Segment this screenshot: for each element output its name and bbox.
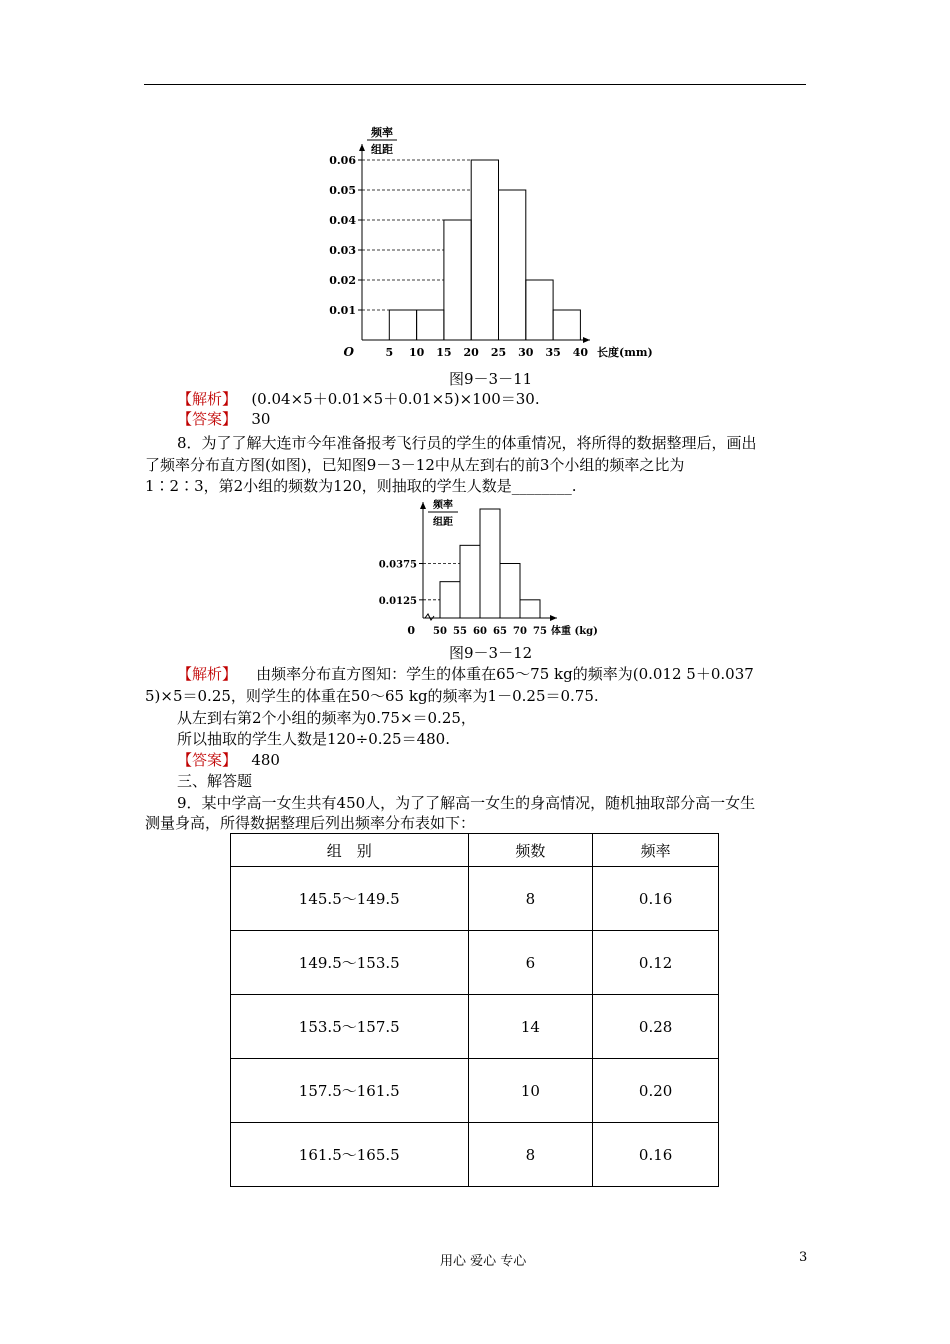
y-axis-label-numerator: 频率 <box>433 500 453 511</box>
footer-slogan: 用心 爱心 专心 <box>440 1254 527 1269</box>
q8-analysis-tag: 【解析】 <box>177 665 238 683</box>
q8-analysis-line2: 5)×5＝0.25，则学生的体重在50～65 kg的频率为1－0.25＝0.75. <box>145 687 599 705</box>
q8-analysis-line3: 从左到右第2个小组的频率为0.75×＝0.25， <box>177 709 476 727</box>
page-number: 3 <box>799 1250 808 1265</box>
q7-answer <box>177 409 270 429</box>
table-cell-frequency: 0.12 <box>593 931 719 995</box>
table-header-frequency: 频率 <box>593 834 719 867</box>
x-tick-label: 35 <box>545 346 561 359</box>
table-header-row <box>231 834 719 867</box>
table-cell-group: 161.5～165.5 <box>231 1123 469 1187</box>
table-cell-count: 14 <box>468 995 593 1059</box>
histogram-bar <box>500 564 520 619</box>
y-axis-arrow <box>359 144 365 151</box>
x-tick-label: 75 <box>533 626 547 637</box>
q8-analysis-line4: 所以抽取的学生人数是120÷0.25＝480. <box>177 730 450 748</box>
q8-text-line1: 8．为了了解大连市今年准备报考飞行员的学生的体重情况，将所得的数据整理后，画出 <box>177 434 757 452</box>
table-cell-count: 8 <box>468 867 593 931</box>
header-rule <box>144 84 806 85</box>
histogram-bar <box>520 600 540 618</box>
table-row <box>231 1123 719 1187</box>
q8-analysis-text-1: 由频率分布直方图知：学生的体重在65～75 kg的频率为(0.012 5＋0.037 <box>256 665 754 683</box>
x-tick-label: 65 <box>493 626 507 637</box>
q8-analysis-line1 <box>177 664 754 684</box>
y-tick-label: 0.0125 <box>378 595 417 607</box>
x-axis-arrow <box>583 337 590 343</box>
x-tick-label: 20 <box>463 346 479 359</box>
table-cell-frequency: 0.28 <box>593 995 719 1059</box>
table-cell-frequency: 0.20 <box>593 1059 719 1123</box>
q8-text-line2: 了频率分布直方图(如图)，已知图9－3－12中从左到右的前3个小组的频率之比为 <box>145 456 685 474</box>
y-tick-label: 0.02 <box>329 274 356 287</box>
table-row <box>231 867 719 931</box>
x-tick-label: 15 <box>436 346 452 359</box>
table-row <box>231 995 719 1059</box>
histogram-bar <box>471 160 498 340</box>
table-row <box>231 1059 719 1123</box>
y-axis-label-denominator: 组距 <box>433 517 453 528</box>
x-tick-label: 10 <box>408 346 425 359</box>
table-cell-count: 10 <box>468 1059 593 1123</box>
q8-answer <box>177 750 280 770</box>
histogram-bar <box>553 310 580 340</box>
table-cell-group: 153.5～157.5 <box>231 995 469 1059</box>
histogram-weight-chart <box>375 496 615 642</box>
table-cell-frequency: 0.16 <box>593 1123 719 1187</box>
table-cell-group: 145.5～149.5 <box>231 867 469 931</box>
q7-analysis-text: (0.04×5＋0.01×5＋0.01×5)×100＝30. <box>251 390 540 408</box>
x-tick-label: 5 <box>385 346 394 359</box>
histogram-bar <box>499 190 526 340</box>
y-tick-label: 0.06 <box>329 154 356 167</box>
table-header-count: 频数 <box>468 834 593 867</box>
q8-answer-tag: 【答案】 <box>177 751 238 769</box>
y-axis-arrow <box>420 502 426 509</box>
x-tick-label: 50 <box>433 626 447 637</box>
q7-analysis <box>177 389 540 409</box>
x-tick-label: 70 <box>513 626 527 637</box>
y-tick-label: 0.01 <box>329 304 356 317</box>
table-cell-count: 8 <box>468 1123 593 1187</box>
histogram-bar <box>444 220 471 340</box>
x-axis-arrow <box>550 615 557 621</box>
figure-caption-9-3-11: 图9－3－11 <box>449 370 533 388</box>
x-tick-label: 60 <box>473 626 487 637</box>
table-row <box>231 931 719 995</box>
y-tick-label: 0.05 <box>329 184 356 197</box>
x-axis-label: 长度(mm) <box>597 346 653 359</box>
x-axis-label: 体重 (kg) <box>551 626 598 637</box>
histogram-length-chart <box>320 122 660 362</box>
y-tick-label: 0.03 <box>329 244 356 257</box>
q7-analysis-tag: 【解析】 <box>177 390 238 408</box>
histogram-bar <box>417 310 444 340</box>
x-tick-label: 40 <box>572 346 589 359</box>
histogram-bar <box>480 509 500 618</box>
table-cell-group: 149.5～153.5 <box>231 931 469 995</box>
histogram-bar <box>460 545 480 618</box>
figure-caption-9-3-12: 图9－3－12 <box>449 644 533 662</box>
table-cell-frequency: 0.16 <box>593 867 719 931</box>
q9-text-line2: 测量身高，所得数据整理后列出频率分布表如下： <box>145 814 476 832</box>
histogram-bar <box>389 310 416 340</box>
histogram-bar <box>526 280 553 340</box>
axis-break-mark <box>425 614 434 620</box>
q8-answer-text: 480 <box>251 751 280 769</box>
x-tick-label: 30 <box>518 346 534 359</box>
table-header-group: 组 别 <box>231 834 469 867</box>
table-cell-group: 157.5～161.5 <box>231 1059 469 1123</box>
y-tick-label: 0.0375 <box>378 559 417 571</box>
y-axis-label-numerator: 频率 <box>371 126 393 139</box>
x-tick-label: 25 <box>490 346 507 359</box>
q7-answer-text: 30 <box>251 410 271 428</box>
x-tick-label: 55 <box>453 626 467 637</box>
q8-text-line3: 1∶2∶3，第2小组的频数为120，则抽取的学生人数是________. <box>145 477 577 495</box>
q9-text-line1: 9．某中学高一女生共有450人，为了了解高一女生的身高情况，随机抽取部分高一女生 <box>177 794 756 812</box>
section-heading: 三、解答题 <box>177 772 253 790</box>
frequency-table <box>230 833 719 1187</box>
histogram-bar <box>440 582 460 618</box>
y-tick-label: 0.04 <box>329 214 356 227</box>
origin-label: O <box>343 345 354 359</box>
y-axis-label-denominator: 组距 <box>371 143 393 156</box>
table-cell-count: 6 <box>468 931 593 995</box>
q7-answer-tag: 【答案】 <box>177 410 238 428</box>
origin-label: 0 <box>407 624 415 637</box>
